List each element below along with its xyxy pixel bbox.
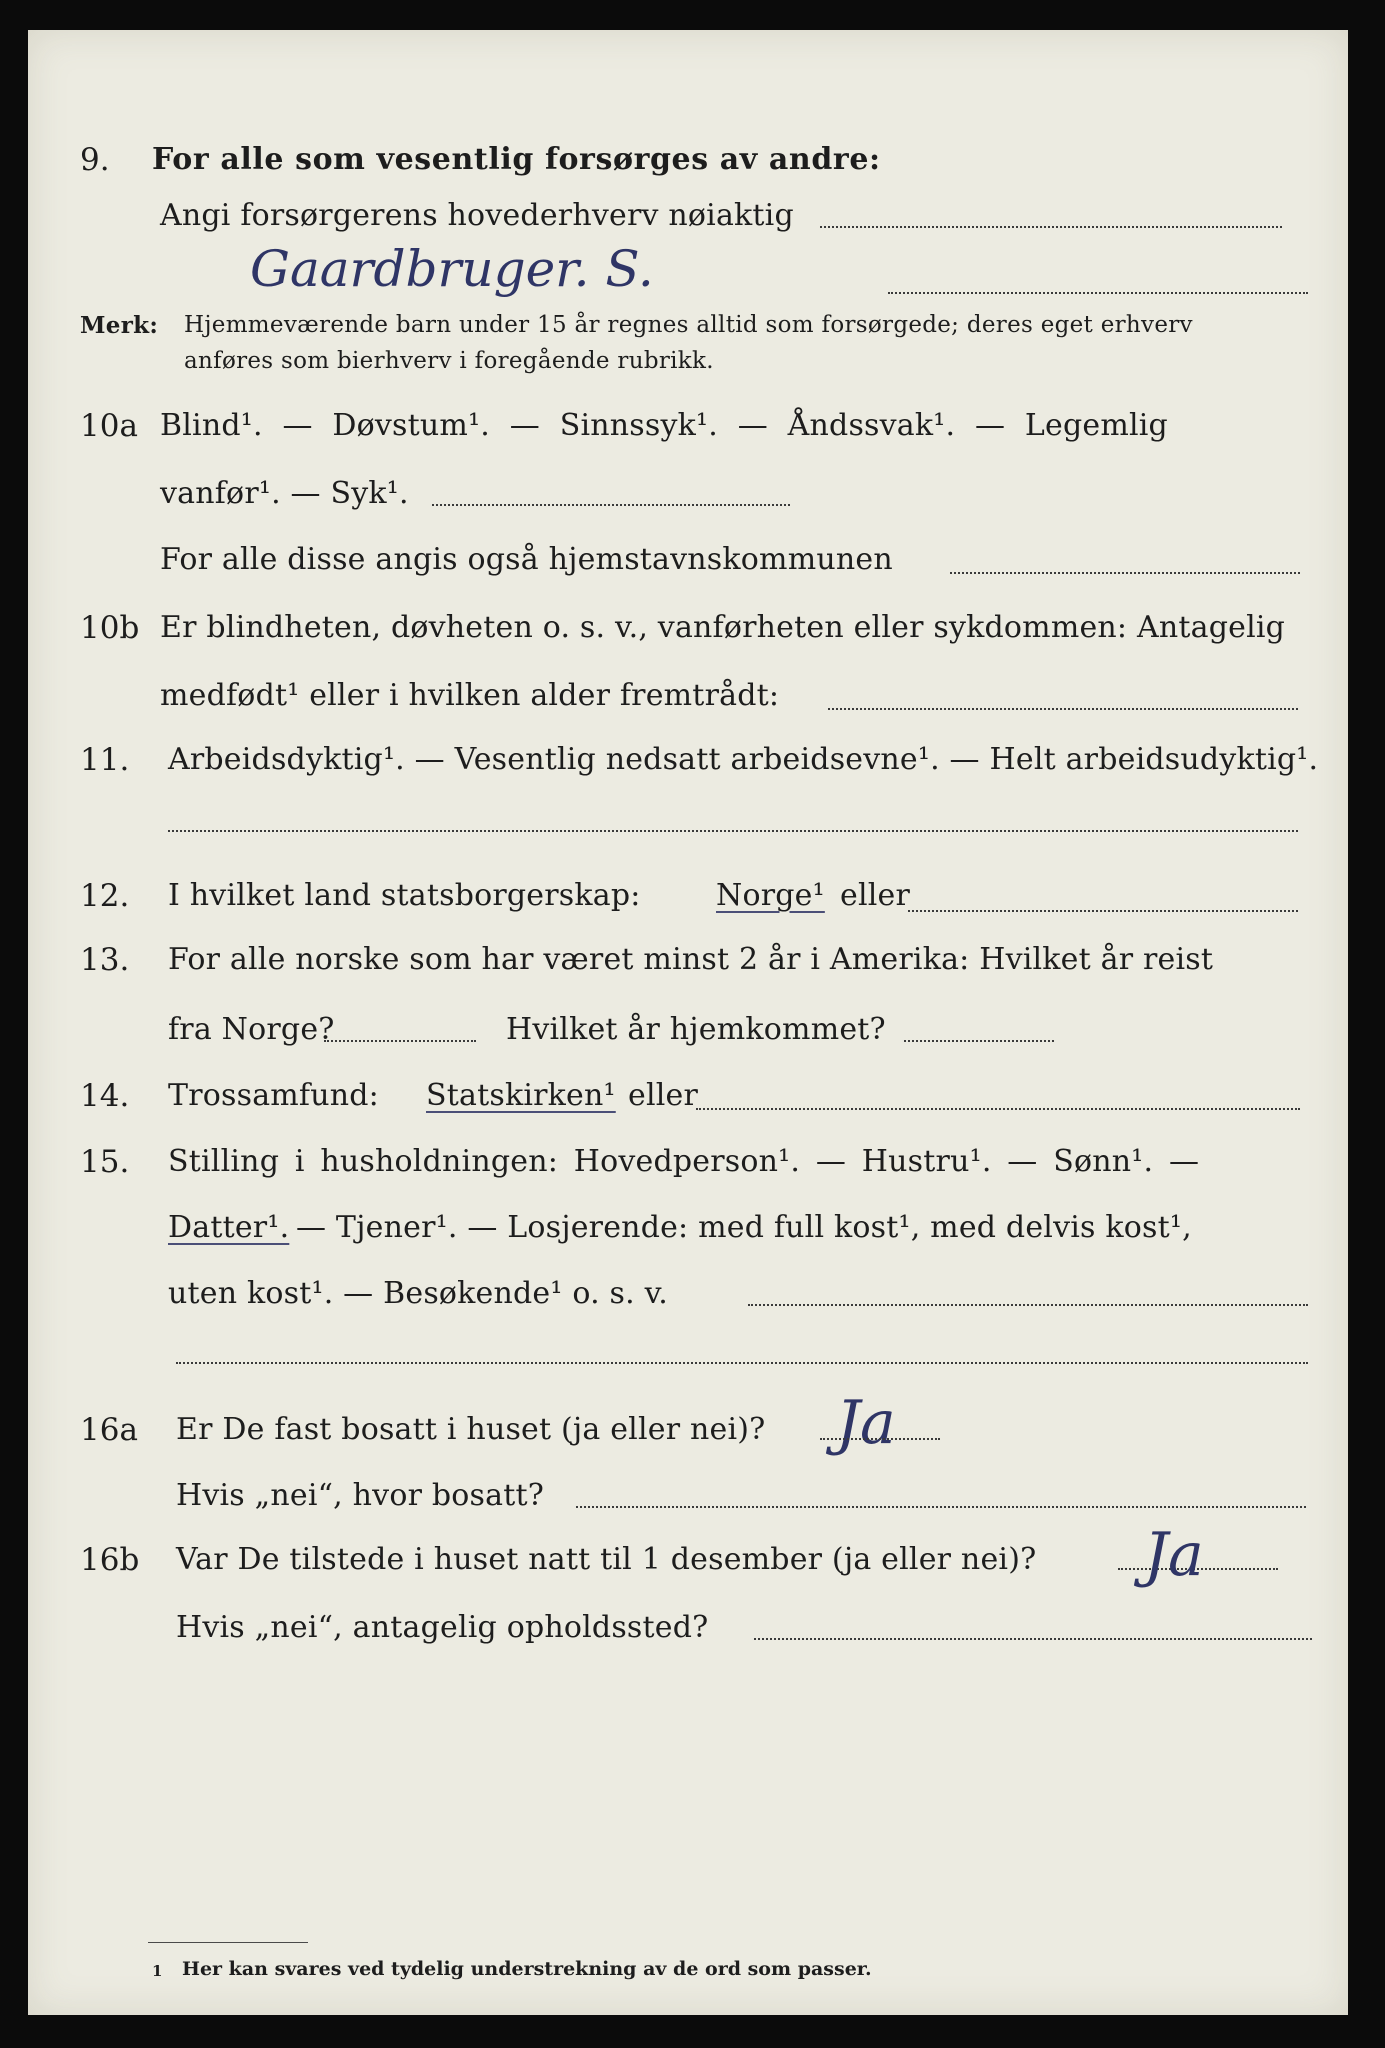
- q15-text-1: Stilling i husholdningen: Hovedperson¹. — Hustru¹. — Sønn¹. —: [168, 1144, 1200, 1179]
- q11-answer-line: [168, 830, 1298, 832]
- q14-state-church-underlined: Statskirken¹: [426, 1078, 616, 1113]
- q11-row-2[interactable]: [28, 808, 1348, 852]
- q10a-row-3[interactable]: [28, 542, 1348, 586]
- q16b-text-1: Var De tilstede i huset natt til 1 desember (ja eller nei)?: [176, 1542, 1037, 1577]
- q10a-number: 10a: [80, 408, 138, 444]
- q13-return-line: [904, 1040, 1054, 1042]
- q16a-residence-line: [576, 1506, 1306, 1508]
- q11-number: 11.: [80, 742, 130, 778]
- q10b-number: 10b: [80, 610, 140, 646]
- q16b-row-2[interactable]: [28, 1610, 1348, 1654]
- q16b-row-1[interactable]: [28, 1520, 1348, 1590]
- q16b-handwritten-answer: Ja: [1144, 1520, 1204, 1590]
- q13-text-2b: Hvilket år hjemkommet?: [506, 1012, 886, 1047]
- q9-answer-line-2: [888, 292, 1308, 294]
- q9-answer-row[interactable]: [28, 240, 1348, 298]
- merk-text-2: anføres som bierhverv i foregående rubrikk.: [184, 348, 714, 374]
- q15-text-2: — Tjener¹. — Losjerende: med full kost¹, med delvis kost¹,: [296, 1210, 1192, 1245]
- q11-text-1: Arbeidsdyktig¹. — Vesentlig nedsatt arbeidsevne¹. — Helt arbeidsudyktig¹.: [168, 742, 1319, 777]
- q15-row-4[interactable]: [28, 1340, 1348, 1384]
- q13-departure-line: [324, 1040, 476, 1042]
- q13-text-2a: fra Norge?: [168, 1012, 335, 1047]
- q10b-row-1: [28, 610, 1348, 654]
- q12-suffix: eller: [840, 878, 911, 913]
- q15-number: 15.: [80, 1144, 130, 1180]
- q13-row-2[interactable]: [28, 1012, 1348, 1056]
- q15-row-2: [28, 1210, 1348, 1254]
- q14-answer-line: [696, 1108, 1300, 1110]
- q11-row-1: [28, 742, 1348, 786]
- census-form-page: [28, 30, 1348, 2015]
- q16a-answer-line: [820, 1438, 940, 1440]
- q10a-row-2[interactable]: [28, 476, 1348, 520]
- q14-prefix: Trossamfund:: [168, 1078, 379, 1113]
- q16a-number: 16a: [80, 1412, 138, 1448]
- merk-text-1: Hjemmeværende barn under 15 år regnes alltid som forsørgede; deres eget erhverv: [184, 312, 1193, 338]
- q9-handwritten-answer: Gaardbruger. S.: [250, 240, 654, 298]
- q13-row-1: [28, 942, 1348, 986]
- q10a-text-1: Blind¹. — Døvstum¹. — Sinnssyk¹. — Åndssvak¹. — Legemlig: [160, 408, 1168, 443]
- q15-daughter-underlined: Datter¹.: [168, 1210, 290, 1245]
- q10a-answer-line: [432, 504, 790, 506]
- q14-number: 14.: [80, 1078, 130, 1114]
- q10a-text-2: vanfør¹. — Syk¹.: [160, 476, 409, 511]
- q15-answer-line-1: [748, 1304, 1308, 1306]
- q15-text-3: uten kost¹. — Besøkende¹ o. s. v.: [168, 1276, 668, 1311]
- merk-label: Merk:: [80, 312, 159, 339]
- footnote-mark: 1: [152, 1962, 163, 1980]
- q15-row-3[interactable]: [28, 1276, 1348, 1320]
- q9-answer-line-1: [820, 226, 1282, 228]
- q12-row[interactable]: [28, 878, 1348, 922]
- footnote-row: [28, 1958, 1348, 2002]
- q9-prompt-row: [28, 198, 1348, 242]
- q10b-text-1: Er blindheten, døvheten o. s. v., vanførheten eller sykdommen: Antagelig: [160, 610, 1286, 645]
- q9-number: 9.: [80, 142, 110, 178]
- q13-text-1: For alle norske som har været minst 2 år i Amerika: Hvilket år reist: [168, 942, 1214, 977]
- q14-row[interactable]: [28, 1078, 1348, 1122]
- q9-title-row: [28, 142, 1348, 186]
- q14-suffix: eller: [628, 1078, 699, 1113]
- q10b-text-2: medfødt¹ eller i hvilken alder fremtrådt:: [160, 678, 780, 713]
- q12-norway-underlined: Norge¹: [716, 878, 825, 913]
- q10a-municipality-line: [950, 572, 1300, 574]
- q15-answer-line-2: [176, 1362, 1308, 1364]
- q16a-text-2: Hvis „nei“, hvor bosatt?: [176, 1478, 545, 1513]
- q12-answer-line: [908, 910, 1298, 912]
- q16a-row-2[interactable]: [28, 1478, 1348, 1522]
- q10b-row-2[interactable]: [28, 678, 1348, 722]
- q16a-handwritten-answer: Ja: [836, 1388, 896, 1458]
- q9-prompt: Angi forsørgerens hovederhverv nøiaktig: [160, 198, 794, 233]
- q15-row-1: [28, 1144, 1348, 1188]
- q12-number: 12.: [80, 878, 130, 914]
- q16b-whereabouts-line: [754, 1638, 1312, 1640]
- footnote-text: Her kan svares ved tydelig understrekning av de ord som passer.: [182, 1958, 872, 1980]
- q10b-answer-line: [828, 708, 1298, 710]
- q16b-number: 16b: [80, 1542, 140, 1578]
- q12-prefix: I hvilket land statsborgerskap:: [168, 878, 641, 913]
- q16a-text-1: Er De fast bosatt i huset (ja eller nei)?: [176, 1412, 766, 1447]
- q16a-row-1[interactable]: [28, 1388, 1348, 1458]
- footnote-rule: [148, 1942, 308, 1943]
- q16b-text-2: Hvis „nei“, antagelig opholdssted?: [176, 1610, 709, 1645]
- q9-title: For alle som vesentlig forsørges av andre:: [152, 142, 881, 177]
- q10a-row-1: [28, 408, 1348, 452]
- merk-row-2: [28, 348, 1348, 392]
- q13-number: 13.: [80, 942, 130, 978]
- q10a-text-3: For alle disse angis også hjemstavnskommunen: [160, 542, 893, 577]
